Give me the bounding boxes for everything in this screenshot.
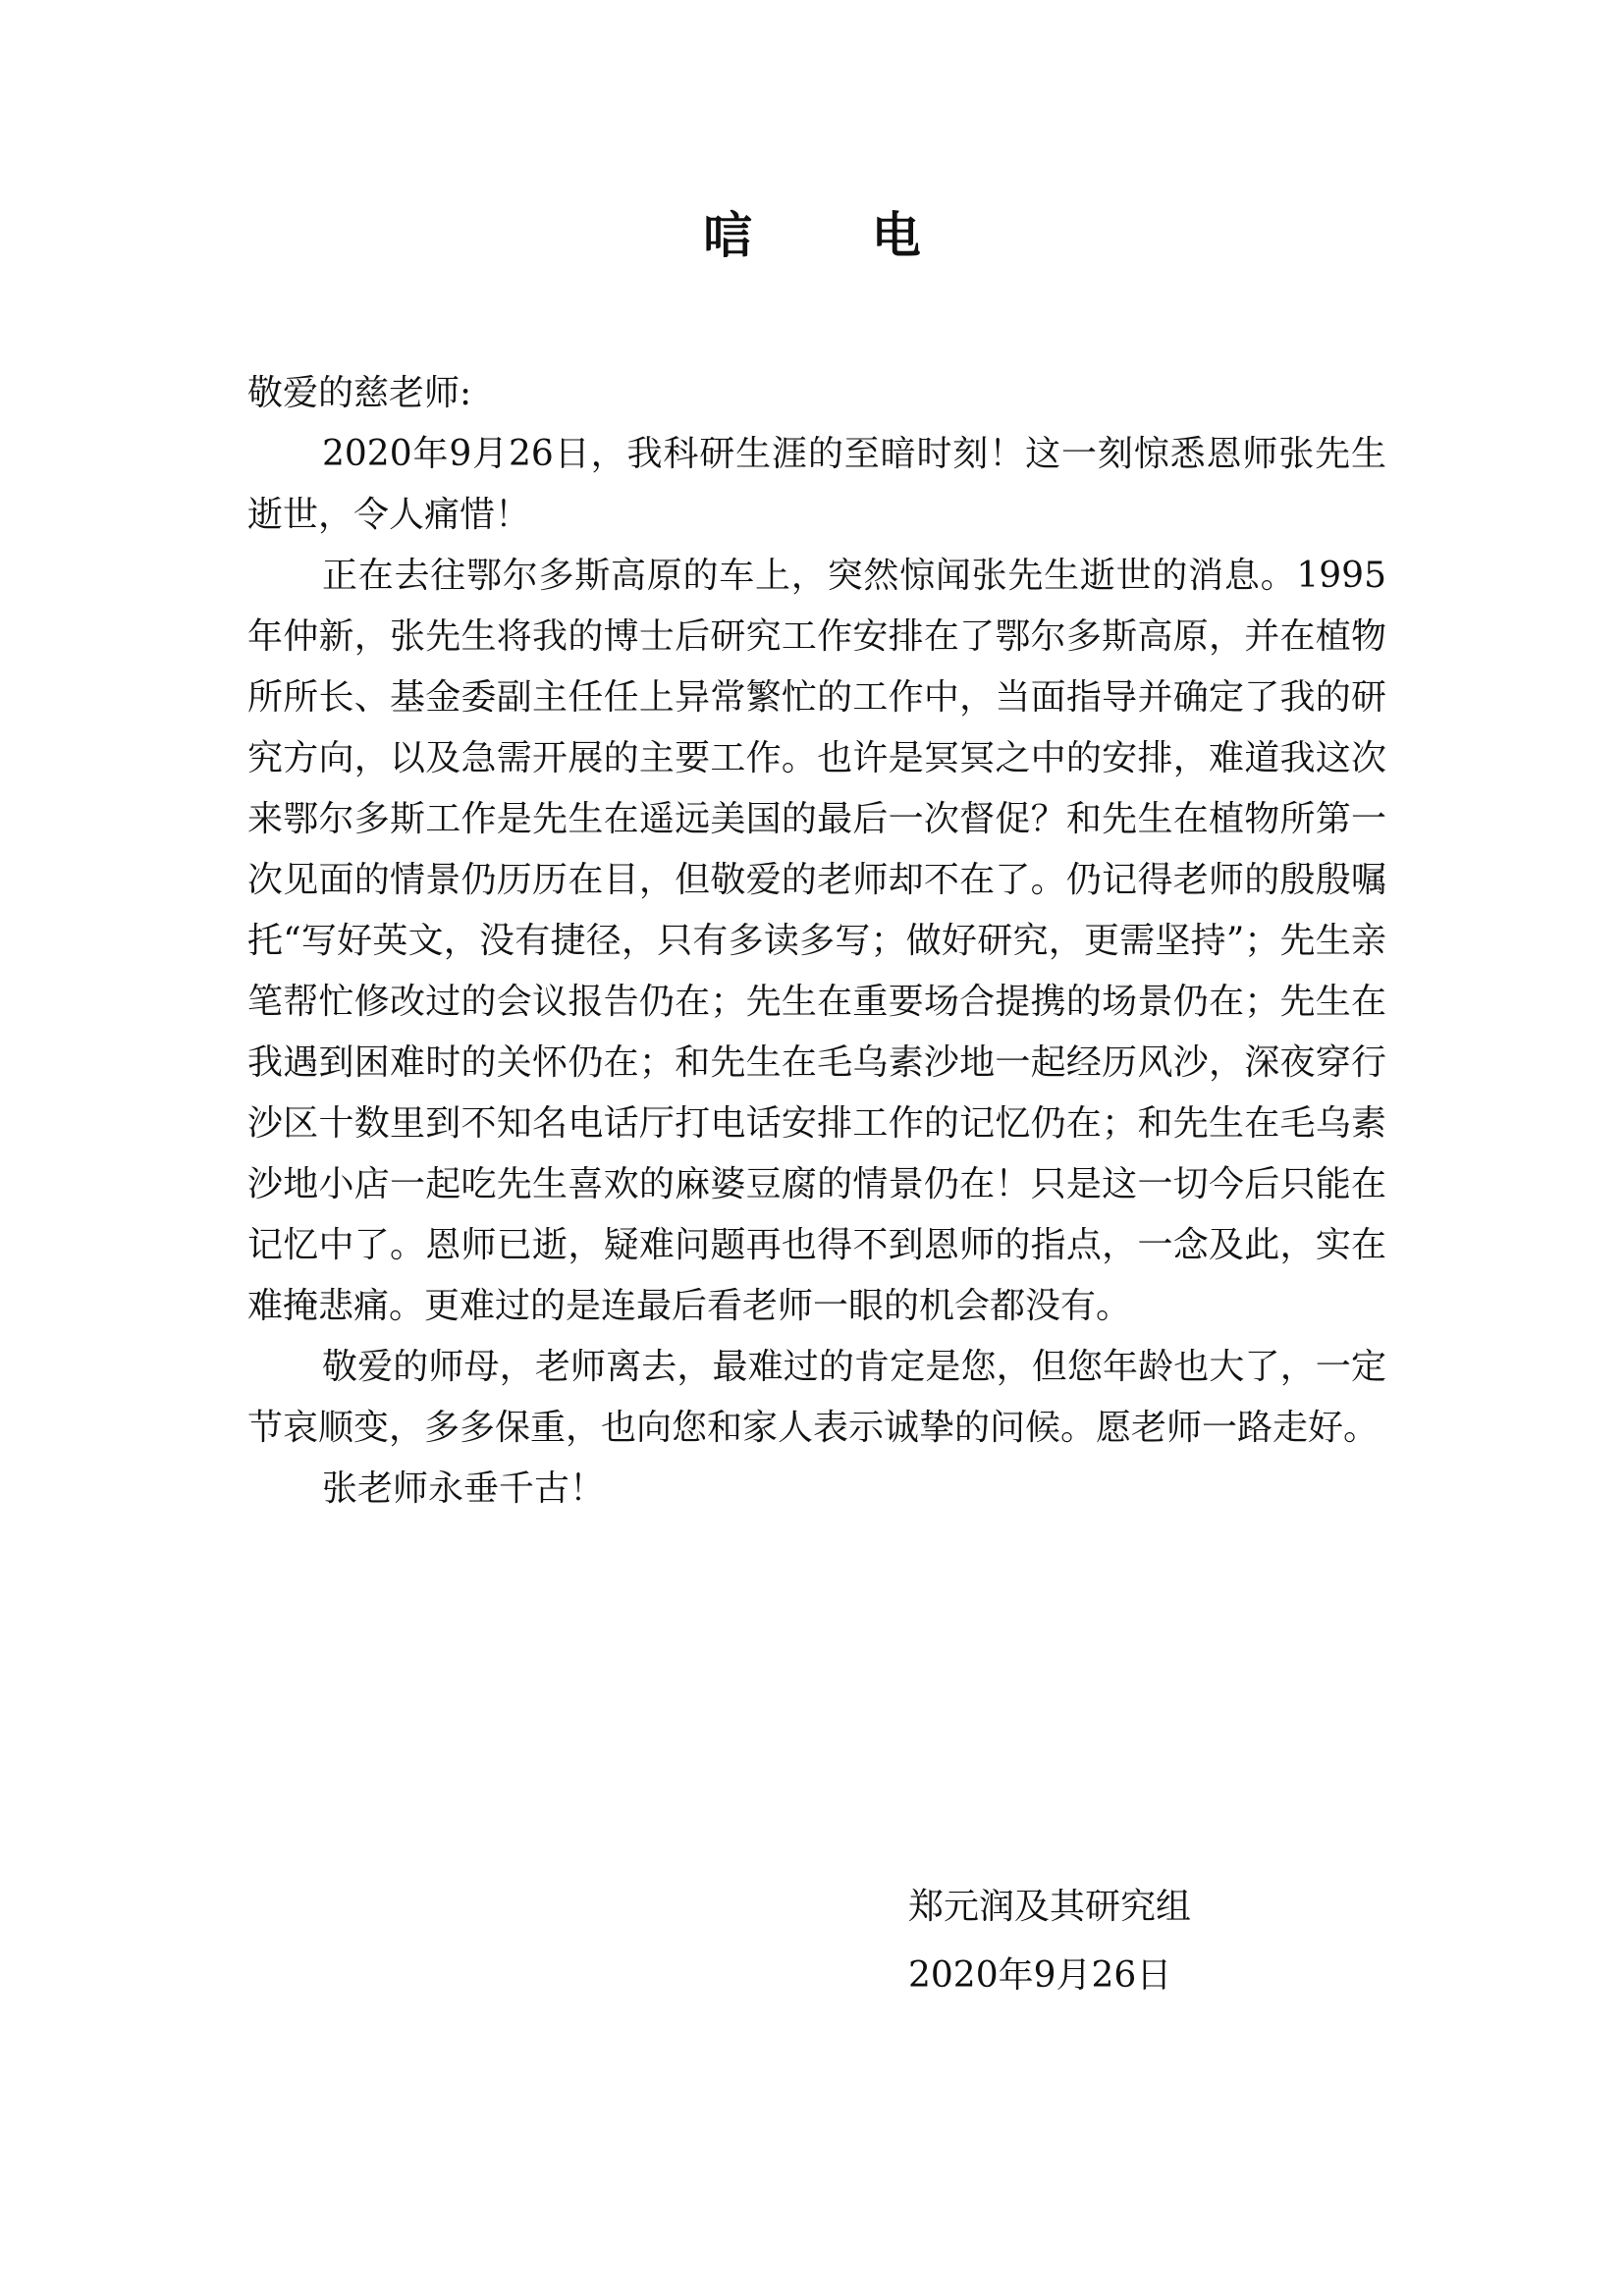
document-title: 唁 电 xyxy=(703,207,972,264)
paragraph-2: 正在去往鄂尔多斯高原的车上，突然惊闻张先生逝世的消息。1995年仲新，张先生将我的博士后研究工作安排在了鄂尔多斯高原，并在植物所所长、基金委副主任任上异常繁忙的工作中，当面指导并确定了我的研究方向，以及急需开展的主要工作。也许是冥冥之中的安排，难道我这次来鄂尔多斯工作是先生在遥远美国的最后一次督促？和先生在植物所第一次见面的情景仍历历在目，但敬爱的老师却不在了。仍记得老师的殷殷嘱托“写好英文，没有捷径，只有多读多写；做好研究，更需坚持”；先生亲笔帮忙修改过的会议报告仍在；先生在重要场合提携的场景仍在；先生在我遇到困难时的关怀仍在；和先生在毛乌素沙地一起经历风沙，深夜穿行沙区十数里到不知名电话厅打电话安排工作的记忆仍在；和先生在毛乌素沙地小店一起吃先生喜欢的麻婆豆腐的情景仍在！只是这一切今后只能在记忆中了。恩师已逝，疑难问题再也得不到恩师的指点，一念及此，实在难掩悲痛。更难过的是连最后看老师一眼的机会都没有。 xyxy=(247,556,1386,1326)
signature-block xyxy=(908,1873,1191,2010)
salutation: 敬爱的慈老师: xyxy=(247,373,472,413)
signature-author: 郑元润及其研究组 xyxy=(908,1887,1192,1927)
paragraph-3: 敬爱的师母，老师离去，最难过的肯定是您，但您年龄也大了，一定节哀顺变，多多保重，也向您和家人表示诚挚的问候。愿老师一路走好。 xyxy=(247,1347,1386,1448)
letter-body xyxy=(247,363,1386,1520)
signature-date: 2020年9月26日 xyxy=(908,1955,1172,1996)
paragraph-4: 张老师永垂千古！ xyxy=(322,1468,606,1509)
paragraph-1: 2020年9月26日，我科研生涯的至暗时刻！这一刻惊悉恩师张先生逝世，令人痛惜！ xyxy=(247,434,1386,535)
